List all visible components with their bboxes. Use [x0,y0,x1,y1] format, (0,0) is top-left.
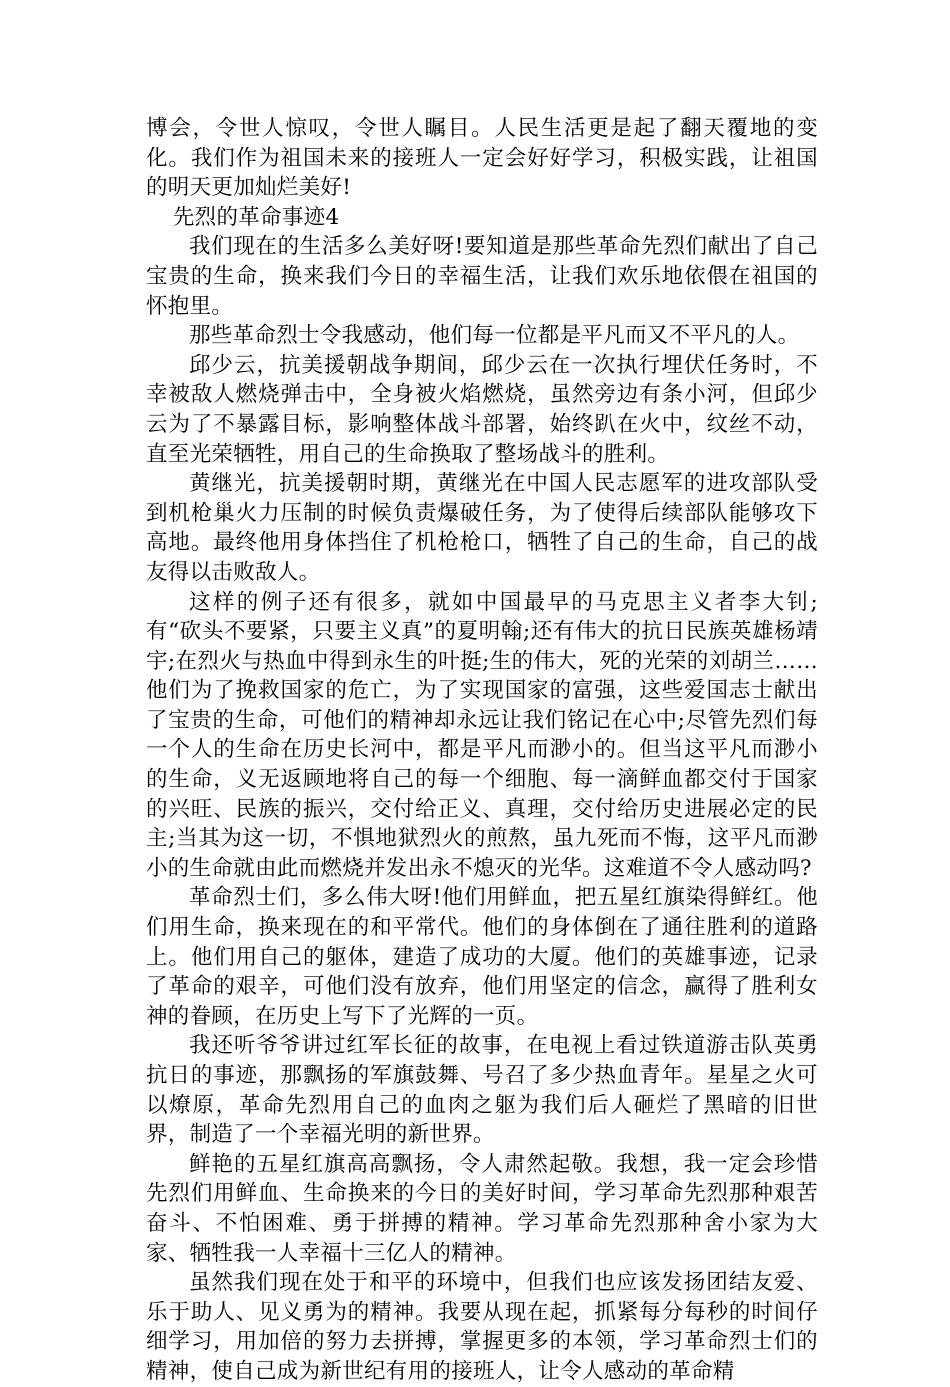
paragraph: 那些革命烈士令我感动，他们每一位都是平凡而又不平凡的人。 [189,323,800,349]
paragraph: 邱少云，抗美援朝战争期间，邱少云在一次执行埋伏任务时，不幸被敌人燃烧弹击中，全身被火焰燃烧，虽然旁边有条小河，但邱少云为了不暴露目标，影响整体战斗部署，始终趴在火中，纹丝不动，直至光荣牺牲，用自己的生命换取了整场战斗的胜利。 [146,352,818,467]
document-body [146,114,818,1387]
paragraph: 黄继光，抗美援朝时期，黄继光在中国人民志愿军的进攻部队受到机枪巢火力压制的时候负责爆破任务，为了使得后续部队能够攻下高地。最终他用身体挡住了机枪枪口，牺牲了自己的生命，自己的战友得以击败敌人。 [146,471,818,585]
paragraph: 这样的例子还有很多，就如中国最早的马克思主义者李大钊;有“砍头不要紧，只要主义真”的夏明翰;还有伟大的抗日民族英雄杨靖宇;在烈火与热血中得到永生的叶挺;生的伟大，死的光荣的刘胡兰……他们为了挽救国家的危亡，为了实现国家的富强，这些爱国志士献出了宝贵的生命，可他们的精神却永远让我们铭记在心中;尽管先烈们每一个人的生命在历史长河中，都是平凡而渺小的。但当这平凡而渺小的生命，义无返顾地将自己的每一个细胞、每一滴鲜血都交付于国家的兴旺、民族的振兴，交付给正义、真理，交付给历史进展必定的民主;当其为这一切，不惧地狱烈火的煎熬，虽九死而不悔，这平凡而渺小的生命就由此而燃烧并发出永不熄灭的光华。这难道不令人感动吗? [146,589,818,881]
paragraph: 鲜艳的五星红旗高高飘扬，令人肃然起敬。我想，我一定会珍惜先烈们用鲜血、生命换来的今日的美好时间，学习革命先烈那种艰苦奋斗、不怕困难、勇于拼搏的精神。学习革命先烈那种舍小家为大家、牺牲我一人幸福十三亿人的精神。 [146,1151,818,1266]
paragraph: 虽然我们现在处于和平的环境中，但我们也应该发扬团结友爱、乐于助人、见义勇为的精神。我要从现在起，抓紧每分每秒的时间仔细学习，用加倍的努力去拼搏，掌握更多的本领，学习革命烈士们的精神，使自己成为新世纪有用的接班人，让令人感动的革命精 [146,1270,818,1384]
paragraph-continuation: 博会，令世人惊叹，令世人瞩目。人民生活更是起了翻天覆地的变化。我们作为祖国未来的接班人一定会好好学习，积极实践，让祖国的明天更加灿烂美好! [146,116,818,201]
section-heading: 先烈的革命事迹4 [172,204,340,230]
paragraph: 我还听爷爷讲过红军长征的故事，在电视上看过铁道游击队英勇抗日的事迹，那飘扬的军旗鼓舞、号召了多少热血青年。星星之火可以燎原，革命先烈用自己的血肉之躯为我们后人砸烂了黑暗的旧世界，制造了一个幸福光明的新世界。 [146,1033,818,1148]
paragraph: 革命烈士们，多么伟大呀!他们用鲜血，把五星红旗染得鲜红。他们用生命，换来现在的和平常代。他们的身体倒在了通往胜利的道路上。他们用自己的躯体，建造了成功的大厦。他们的英雄事迹，记录了革命的艰辛，可他们没有放弃，他们用坚定的信念，赢得了胜利女神的眷顾，在历史上写下了光辉的一页。 [146,885,818,1029]
paragraph: 我们现在的生活多么美好呀!要知道是那些革命先烈们献出了自己宝贵的生命，换来我们今日的幸福生活，让我们欢乐地依偎在祖国的怀抱里。 [146,234,818,319]
